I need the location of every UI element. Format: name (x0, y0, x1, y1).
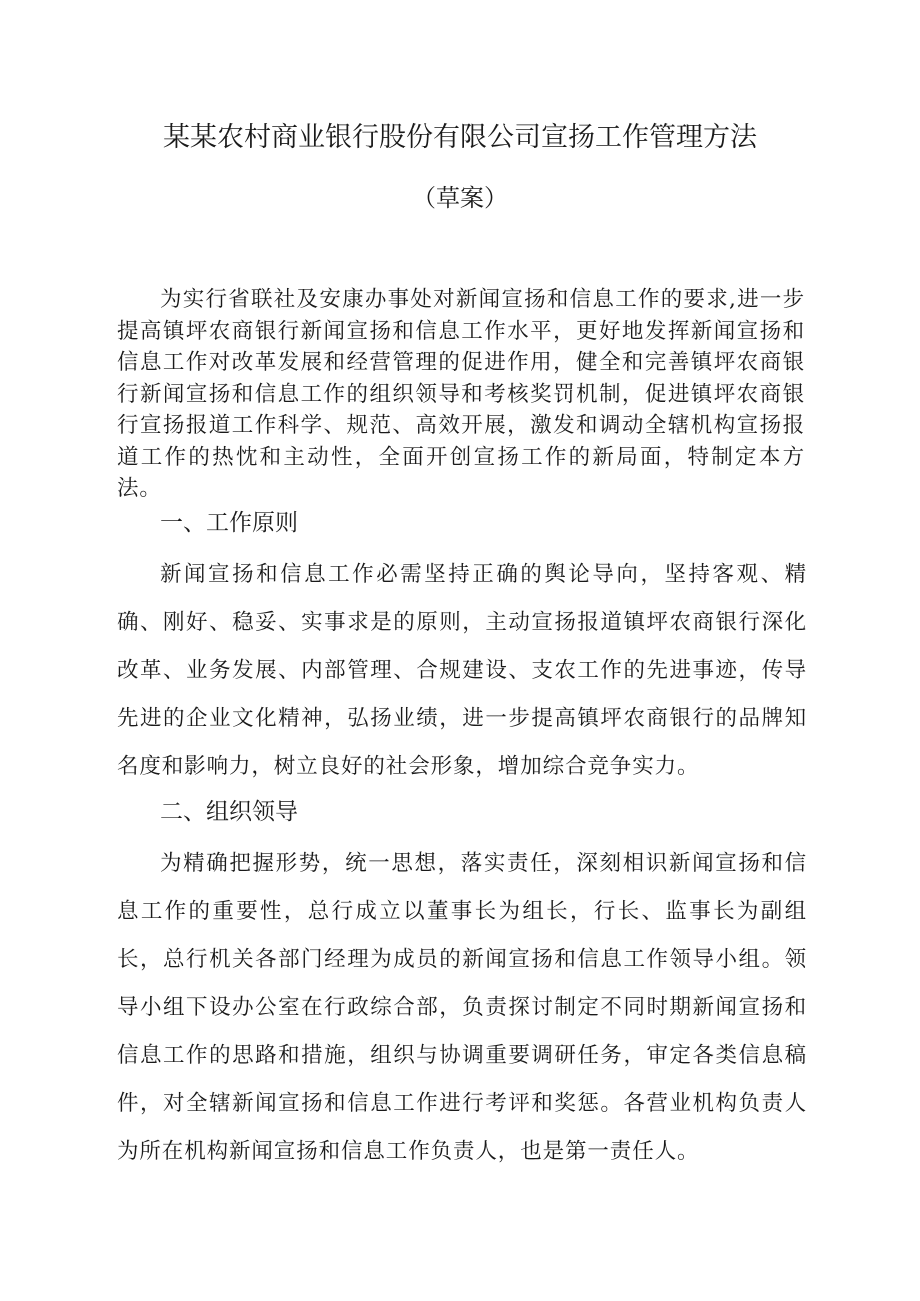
section-heading-organization: 二、组织领导 (160, 799, 298, 825)
intro-paragraph: 为实行省联社及安康办事处对新闻宣扬和信息工作的要求,进一步提高镇坪农商银行新闻宣扬和信息工作水平，更好地发挥新闻宣扬和信息工作对改革发展和经营管理的促进作用，健全和完善镇坪农商银行新闻宣扬和信息工作的组织领导和考核奖罚机制，促进镇坪农商银行宣扬报道工作科学、规范、高效开展，激发和调动全辖机构宣扬报道工作的热忱和主动性，全面开创宣扬工作的新局面，特制定本方法。 (117, 287, 805, 501)
document-title: 某某农村商业银行股份有限公司宣扬工作管理方法 (163, 122, 757, 153)
section-heading-principles: 一、工作原则 (160, 510, 298, 536)
document-subtitle: （草案） (412, 184, 508, 212)
section-body-organization: 为精确把握形势，统一思想，落实责任，深刻相识新闻宣扬和信息工作的重要性，总行成立以董事长为组长，行长、监事长为副组长，总行机关各部门经理为成员的新闻宣扬和信息工作领导小组。领导小组下设办公室在行政综合部，负责探讨制定不同时期新闻宣扬和信息工作的思路和措施，组织与协调重要调研任务，审定各类信息稿件，对全辖新闻宣扬和信息工作进行考评和奖惩。各营业机构负责人为所在机构新闻宣扬和信息工作负责人，也是第一责任人。 (117, 851, 807, 1164)
section-body-principles: 新闻宣扬和信息工作必需坚持正确的舆论导向，坚持客观、精确、刚好、稳妥、实事求是的原则，主动宣扬报道镇坪农商银行深化改革、业务发展、内部管理、合规建设、支农工作的先进事迹，传导先进的企业文化精神，弘扬业绩，进一步提高镇坪农商银行的品牌知名度和影响力，树立良好的社会形象，增加综合竞争实力。 (117, 562, 807, 779)
